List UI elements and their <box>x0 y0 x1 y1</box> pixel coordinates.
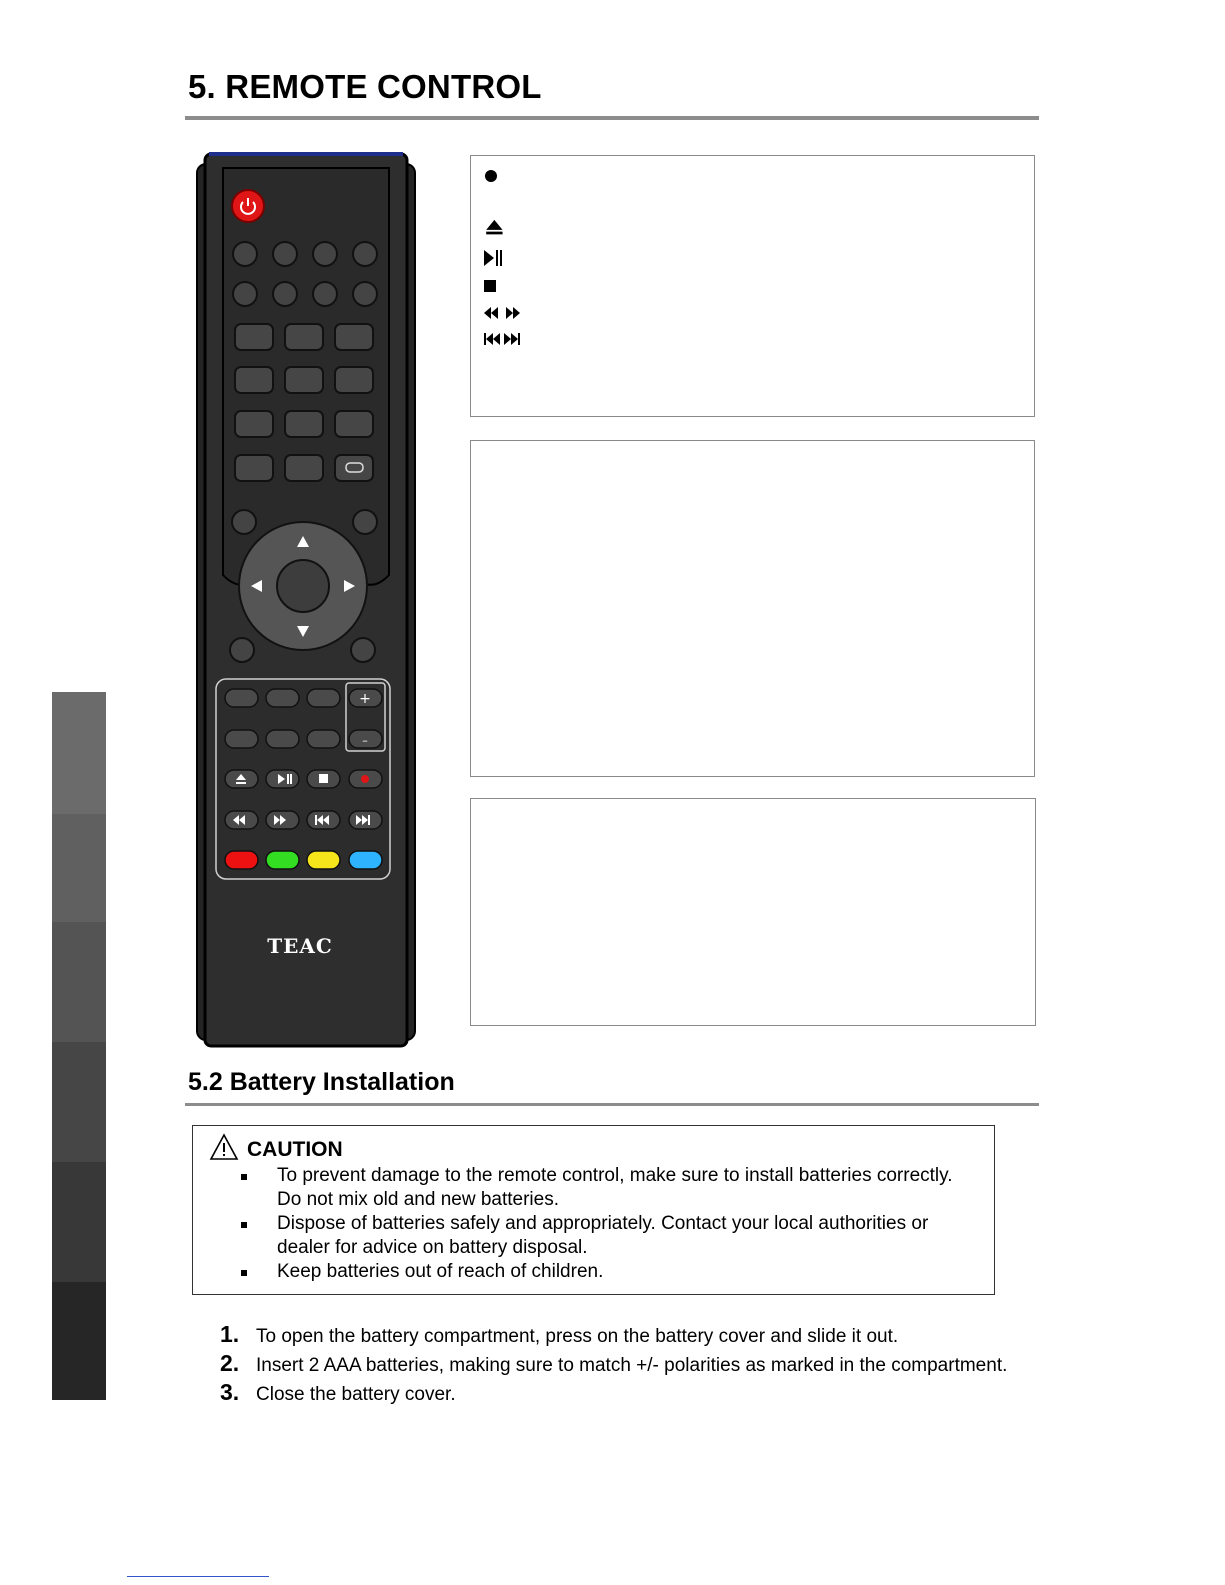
minus-icon: – <box>362 734 368 747</box>
function-button[interactable] <box>225 689 258 707</box>
function-button[interactable] <box>225 730 258 748</box>
return-button[interactable] <box>335 455 373 481</box>
eject-icon <box>483 218 533 238</box>
installation-steps <box>220 1321 1038 1412</box>
play-pause-icon <box>483 248 533 268</box>
caution-title: CAUTION <box>247 1138 343 1161</box>
step-text: Close the battery cover. <box>256 1384 456 1405</box>
tab-segment <box>52 1042 106 1162</box>
record-dot-icon <box>483 166 533 186</box>
info-box <box>470 798 1036 1026</box>
function-button[interactable] <box>307 730 340 748</box>
function-button[interactable] <box>353 242 377 266</box>
function-button[interactable] <box>353 510 377 534</box>
function-button[interactable] <box>233 242 257 266</box>
function-button[interactable] <box>273 242 297 266</box>
number-button[interactable] <box>235 455 273 481</box>
tab-segment <box>52 692 106 814</box>
section-title: 5.2 Battery Installation <box>188 1068 455 1096</box>
step-item <box>220 1350 1038 1378</box>
step-item <box>220 1379 1038 1407</box>
green-button[interactable] <box>266 851 299 869</box>
button-legend-box <box>470 155 1035 417</box>
number-button[interactable] <box>235 411 273 437</box>
function-button[interactable] <box>351 638 375 662</box>
step-number: 3. <box>220 1379 240 1405</box>
power-button[interactable] <box>232 190 264 222</box>
step-number: 2. <box>220 1350 240 1376</box>
tab-segment <box>52 1282 106 1400</box>
function-button[interactable] <box>266 730 299 748</box>
function-button[interactable] <box>233 282 257 306</box>
number-button[interactable] <box>285 367 323 393</box>
number-button[interactable] <box>335 411 373 437</box>
stop-icon <box>483 276 533 296</box>
number-button[interactable] <box>335 367 373 393</box>
number-button[interactable] <box>285 455 323 481</box>
remote-control-illustration <box>195 150 420 1048</box>
function-button[interactable] <box>266 689 299 707</box>
step-text: To open the battery compartment, press on the battery cover and slide it out. <box>256 1326 899 1347</box>
function-button[interactable] <box>232 510 256 534</box>
caution-list <box>241 1164 981 1284</box>
caution-item: Dispose of batteries safely and appropriately. Contact your local authorities or dealer for advice on battery disposal. <box>241 1212 981 1260</box>
ok-button[interactable] <box>277 560 329 612</box>
function-button[interactable] <box>313 282 337 306</box>
number-button[interactable] <box>235 324 273 350</box>
record-icon <box>361 775 369 783</box>
rewind-forward-icon <box>483 303 533 323</box>
plus-icon: + <box>359 691 371 707</box>
page-title: 5. REMOTE CONTROL <box>188 68 542 105</box>
footer-line <box>127 1576 269 1577</box>
function-button[interactable] <box>313 242 337 266</box>
step-item <box>220 1321 1038 1349</box>
brand-logo: TEAC <box>267 934 333 958</box>
number-button[interactable] <box>335 324 373 350</box>
warning-icon <box>209 1133 239 1161</box>
skip-previous-next-icon <box>483 329 533 349</box>
tab-segment <box>52 1162 106 1282</box>
function-button[interactable] <box>230 638 254 662</box>
number-button[interactable] <box>285 411 323 437</box>
function-button[interactable] <box>307 689 340 707</box>
blue-button[interactable] <box>349 851 382 869</box>
caution-item: Keep batteries out of reach of children. <box>241 1260 981 1284</box>
function-button[interactable] <box>353 282 377 306</box>
tab-segment <box>52 922 106 1042</box>
tab-segment <box>52 814 106 922</box>
function-button[interactable] <box>273 282 297 306</box>
caution-item: To prevent damage to the remote control, make sure to install batteries correctly. Do not mix old and new batteries. <box>241 1164 981 1212</box>
navigation-pad[interactable] <box>239 522 367 650</box>
red-button[interactable] <box>225 851 258 869</box>
section-divider <box>185 1103 1039 1106</box>
yellow-button[interactable] <box>307 851 340 869</box>
number-button[interactable] <box>235 367 273 393</box>
step-text: Insert 2 AAA batteries, making sure to match +/- polarities as marked in the compartment. <box>256 1355 1008 1376</box>
side-tab-strip <box>52 692 106 1400</box>
caution-box <box>192 1125 995 1295</box>
number-button[interactable] <box>285 324 323 350</box>
step-number: 1. <box>220 1321 240 1347</box>
info-box <box>470 440 1035 777</box>
stop-icon <box>319 774 328 783</box>
title-divider <box>185 116 1039 120</box>
